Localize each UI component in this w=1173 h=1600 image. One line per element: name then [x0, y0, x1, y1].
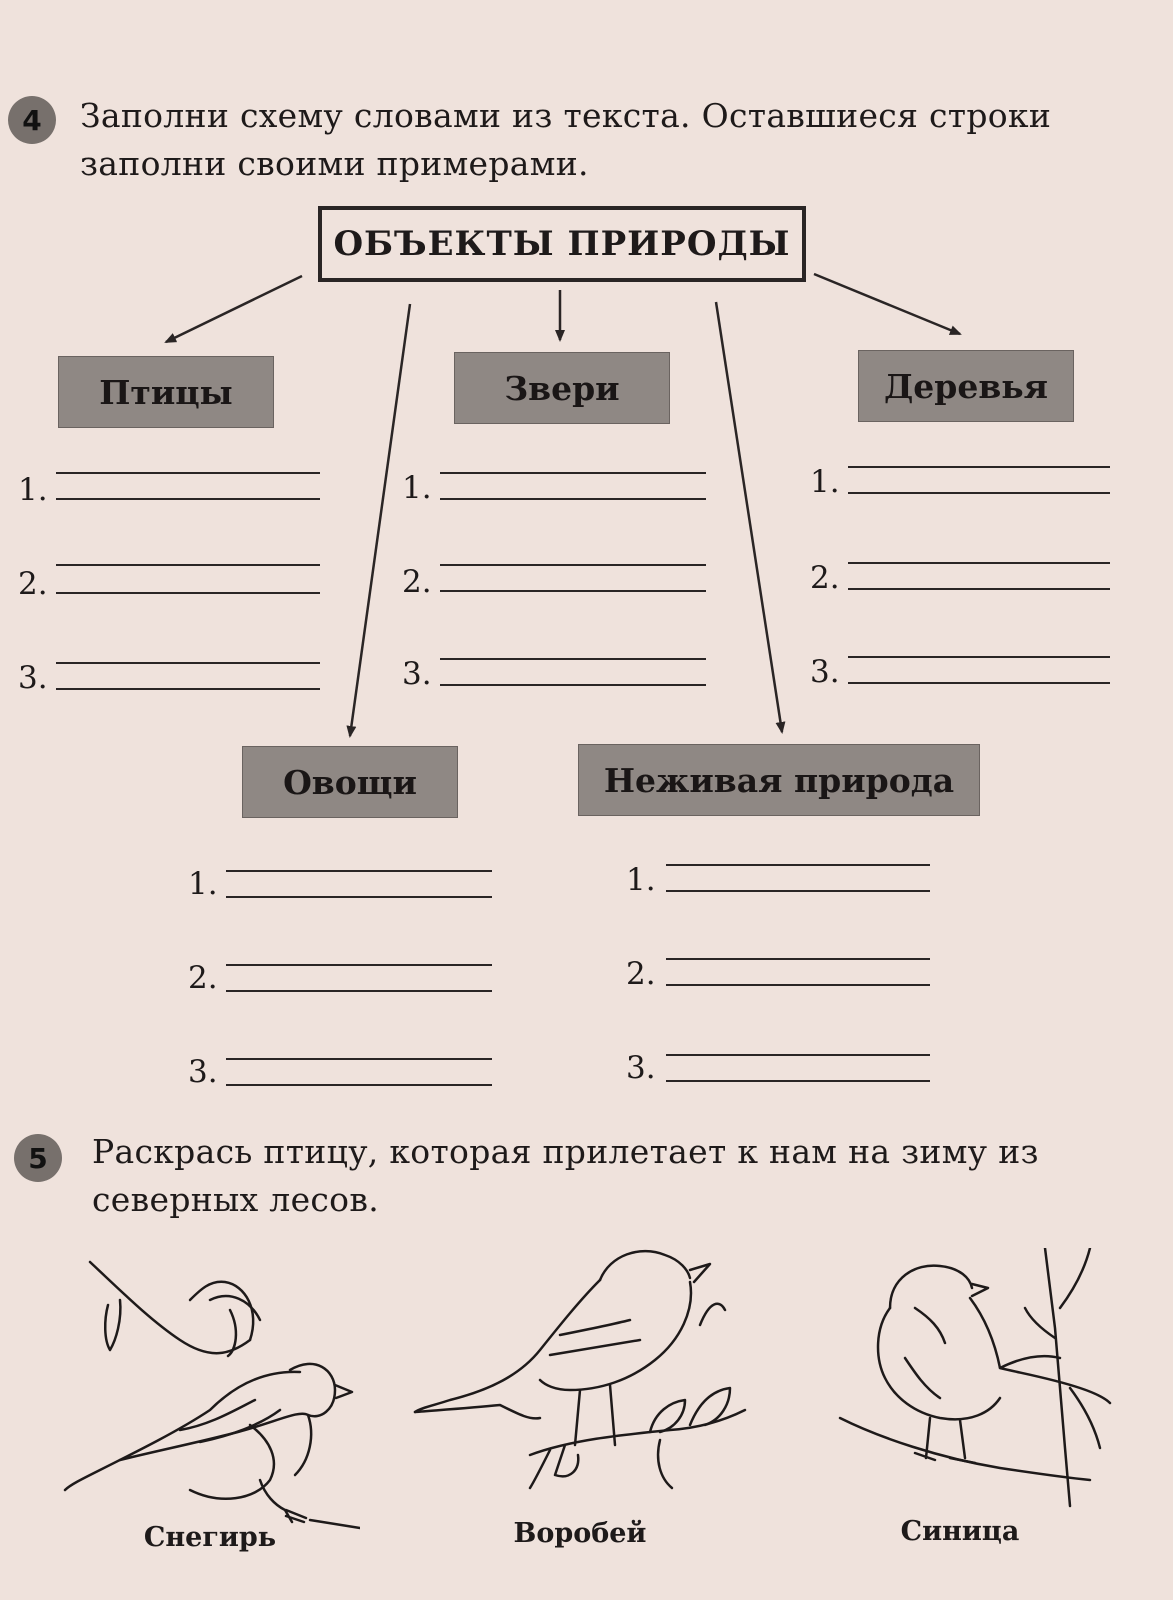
category-animals-label: Звери: [504, 368, 620, 408]
category-vegetables: [242, 746, 458, 818]
task-4-instruction-line-2: заполни своими примерами.: [80, 144, 589, 183]
category-nonliving-nature-label: Неживая природа: [603, 760, 955, 800]
answer-line[interactable]: [848, 656, 1110, 658]
trees-answer-row-2: [810, 556, 1116, 600]
row-number: 3.: [810, 654, 840, 690]
sparrow-label: Воробей: [513, 1518, 647, 1549]
answer-line[interactable]: [666, 984, 930, 986]
row-number: 3.: [402, 656, 432, 692]
category-birds: [58, 356, 274, 428]
vegetables-answer-row-3: [188, 1050, 498, 1094]
row-number: 1.: [188, 866, 218, 902]
animals-answer-row-2: [402, 560, 712, 604]
arrow-to-vegetables: [350, 304, 410, 736]
answer-line[interactable]: [440, 658, 706, 660]
titmouse-drawing[interactable]: [820, 1248, 1120, 1508]
answer-line[interactable]: [848, 588, 1110, 590]
row-number: 3.: [626, 1050, 656, 1086]
nonliving-answer-row-2: [626, 952, 936, 996]
answer-line[interactable]: [226, 870, 492, 872]
scheme-title-box: [318, 206, 806, 282]
trees-answer-row-3: [810, 650, 1116, 694]
answer-line[interactable]: [848, 682, 1110, 684]
row-number: 2.: [18, 566, 48, 602]
row-number: 1.: [626, 862, 656, 898]
task-5-instruction-line-2: северных лесов.: [92, 1180, 380, 1219]
category-birds-label: Птицы: [99, 372, 233, 412]
answer-line[interactable]: [666, 1080, 930, 1082]
scheme-title: ОБЪЕКТЫ ПРИРОДЫ: [333, 224, 791, 264]
row-number: 3.: [18, 660, 48, 696]
answer-line[interactable]: [56, 592, 320, 594]
arrow-to-trees: [814, 274, 960, 334]
trees-answer-row-1: [810, 460, 1116, 504]
sparrow-drawing[interactable]: [410, 1240, 750, 1490]
row-number: 2.: [626, 956, 656, 992]
answer-line[interactable]: [848, 562, 1110, 564]
vegetables-answer-row-2: [188, 956, 498, 1000]
row-number: 2.: [402, 564, 432, 600]
category-animals: [454, 352, 670, 424]
answer-line[interactable]: [666, 958, 930, 960]
answer-line[interactable]: [56, 564, 320, 566]
birds-answer-row-2: [18, 562, 324, 606]
titmouse-label: Синица: [900, 1516, 1020, 1547]
answer-line[interactable]: [226, 896, 492, 898]
answer-line[interactable]: [440, 472, 706, 474]
nonliving-answer-row-1: [626, 858, 936, 902]
answer-line[interactable]: [56, 498, 320, 500]
task-5-instruction-line-1: Раскрась птицу, которая прилетает к нам на зиму из: [92, 1132, 1039, 1171]
answer-line[interactable]: [666, 1054, 930, 1056]
row-number: 1.: [402, 470, 432, 506]
answer-line[interactable]: [226, 1084, 492, 1086]
answer-line[interactable]: [56, 688, 320, 690]
bullfinch-drawing[interactable]: [60, 1260, 360, 1530]
task-4-instruction-line-1: Заполни схему словами из текста. Оставшиеся строки: [80, 96, 1052, 135]
answer-line[interactable]: [56, 662, 320, 664]
answer-line[interactable]: [440, 590, 706, 592]
answer-line[interactable]: [666, 890, 930, 892]
nonliving-answer-row-3: [626, 1046, 936, 1090]
bullfinch-label: Снегирь: [143, 1522, 277, 1553]
answer-line[interactable]: [226, 1058, 492, 1060]
category-vegetables-label: Овощи: [283, 762, 417, 802]
row-number: 3.: [188, 1054, 218, 1090]
answer-line[interactable]: [848, 492, 1110, 494]
task-5-number-badge: [14, 1134, 62, 1182]
category-trees: [858, 350, 1074, 422]
answer-line[interactable]: [848, 466, 1110, 468]
category-nonliving-nature: [578, 744, 980, 816]
row-number: 1.: [810, 464, 840, 500]
answer-line[interactable]: [226, 990, 492, 992]
answer-line[interactable]: [226, 964, 492, 966]
birds-answer-row-1: [18, 468, 324, 512]
answer-line[interactable]: [666, 864, 930, 866]
birds-answer-row-3: [18, 656, 324, 700]
task-5-number: 5: [28, 1141, 48, 1175]
answer-line[interactable]: [440, 564, 706, 566]
arrow-to-birds: [166, 276, 302, 342]
answer-line[interactable]: [56, 472, 320, 474]
animals-answer-row-3: [402, 652, 712, 696]
row-number: 1.: [18, 472, 48, 508]
answer-line[interactable]: [440, 498, 706, 500]
arrow-to-nonliving: [716, 302, 782, 732]
task-5-instruction: [92, 1128, 1039, 1224]
answer-line[interactable]: [440, 684, 706, 686]
vegetables-answer-row-1: [188, 862, 498, 906]
row-number: 2.: [810, 560, 840, 596]
animals-answer-row-1: [402, 466, 712, 510]
category-trees-label: Деревья: [883, 366, 1049, 406]
task-4-number: 4: [22, 103, 42, 137]
row-number: 2.: [188, 960, 218, 996]
